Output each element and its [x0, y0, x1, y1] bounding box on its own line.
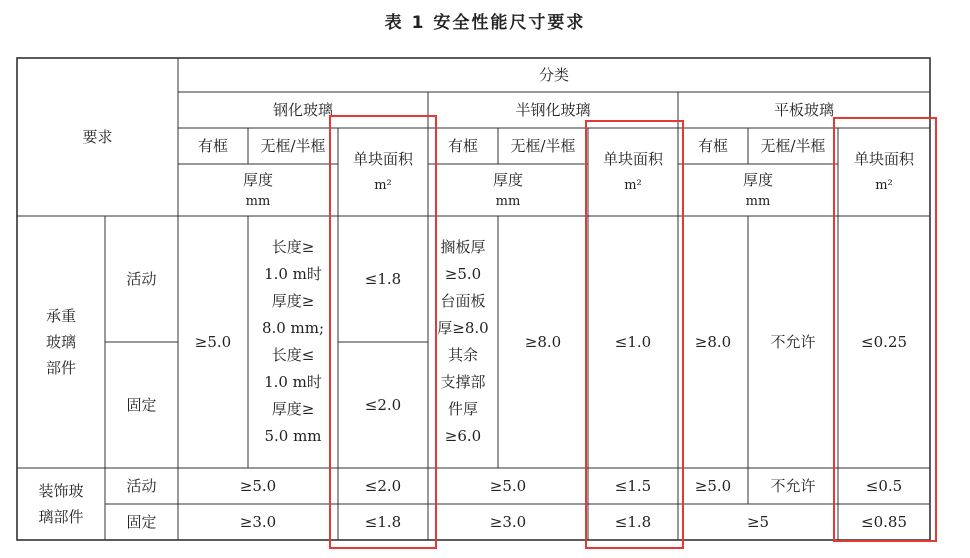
cell-flat-area-dec-movable: ≤0.5	[865, 476, 903, 495]
row-decorative-fixed: 固定	[126, 512, 157, 531]
cell-tempered-thk-dec-fixed: ≥3.0	[239, 512, 277, 531]
cell-flat-thk-dec-fixed: ≥5	[746, 512, 770, 531]
header-area-flat	[838, 128, 930, 216]
cell-semi-framed-lb: 搁板厚 ≥5.0 台面板 厚≥8.0 其余 支撑部 件厚 ≥6.0	[437, 238, 489, 445]
thickness-unit: mm	[495, 193, 521, 209]
header-frameless-semi: 无框/半框	[510, 136, 576, 155]
cell-flat-area-dec-fixed: ≤0.85	[861, 512, 907, 531]
area-label: 单块面积	[352, 150, 413, 169]
header-area-semi	[588, 128, 678, 216]
thickness-label: 厚度	[242, 170, 273, 189]
header-requirement: 要求	[82, 127, 113, 146]
thickness-label: 厚度	[492, 170, 523, 189]
row-load-bearing-movable: 活动	[126, 269, 157, 288]
header-frameless-flat: 无框/半框	[760, 136, 826, 155]
cell-semi-thk-dec-movable: ≥5.0	[489, 476, 527, 495]
cell-flat-framed-dec-movable: ≥5.0	[694, 476, 732, 495]
row-load-bearing-fixed: 固定	[126, 395, 157, 414]
area-unit: m²	[875, 177, 893, 193]
table-title: 表 1 安全性能尺寸要求	[384, 13, 586, 33]
area-label: 单块面积	[853, 150, 914, 169]
header-group-semi-tempered: 半钢化玻璃	[515, 100, 591, 119]
row-decorative: 装饰玻 璃部件	[38, 481, 84, 526]
header-framed-flat: 有框	[697, 136, 728, 155]
cell-tempered-area-dec-movable: ≤2.0	[364, 476, 402, 495]
cell-tempered-thk-dec-movable: ≥5.0	[239, 476, 277, 495]
thickness-label: 厚度	[742, 170, 773, 189]
area-unit: m²	[374, 177, 392, 193]
cell-tempered-framed-lb: ≥5.0	[194, 332, 232, 351]
header-group-flat: 平板玻璃	[773, 100, 834, 119]
row-decorative-movable: 活动	[126, 476, 157, 495]
cell-tempered-frameless-lb: 长度≥ 1.0 m时 厚度≥ 8.0 mm; 长度≤ 1.0 m时 厚度≥ 5.0 mm	[261, 238, 325, 445]
cell-semi-thk-dec-fixed: ≥3.0	[489, 512, 527, 531]
header-classification: 分类	[538, 65, 569, 84]
header-group-tempered: 钢化玻璃	[272, 100, 333, 119]
cell-semi-area-dec-fixed: ≤1.8	[614, 512, 652, 531]
row-load-bearing: 承重 玻璃 部件	[45, 306, 76, 378]
cell-flat-frameless-lb: 不允许	[770, 332, 816, 351]
cell-semi-area-dec-movable: ≤1.5	[614, 476, 652, 495]
cell-flat-area-lb: ≤0.25	[861, 332, 907, 351]
cell-tempered-area-lb-movable: ≤1.8	[364, 269, 402, 288]
header-frameless-tempered: 无框/半框	[260, 136, 326, 155]
area-unit: m²	[624, 177, 642, 193]
cell-flat-frameless-dec-movable: 不允许	[770, 476, 816, 495]
header-thickness-semi	[428, 164, 588, 216]
header-framed-semi: 有框	[447, 136, 478, 155]
cell-tempered-area-lb-fixed: ≤2.0	[364, 395, 402, 414]
header-thickness-tempered	[178, 164, 338, 216]
thickness-unit: mm	[245, 193, 271, 209]
cell-flat-framed-lb: ≥8.0	[694, 332, 732, 351]
header-thickness-flat	[678, 164, 838, 216]
cell-tempered-area-dec-fixed: ≤1.8	[364, 512, 402, 531]
thickness-unit: mm	[745, 193, 771, 209]
header-framed-tempered: 有框	[197, 136, 228, 155]
cell-semi-frameless-lb: ≥8.0	[524, 332, 562, 351]
area-label: 单块面积	[602, 150, 663, 169]
header-area-tempered	[338, 128, 428, 216]
cell-semi-area-lb: ≤1.0	[614, 332, 652, 351]
